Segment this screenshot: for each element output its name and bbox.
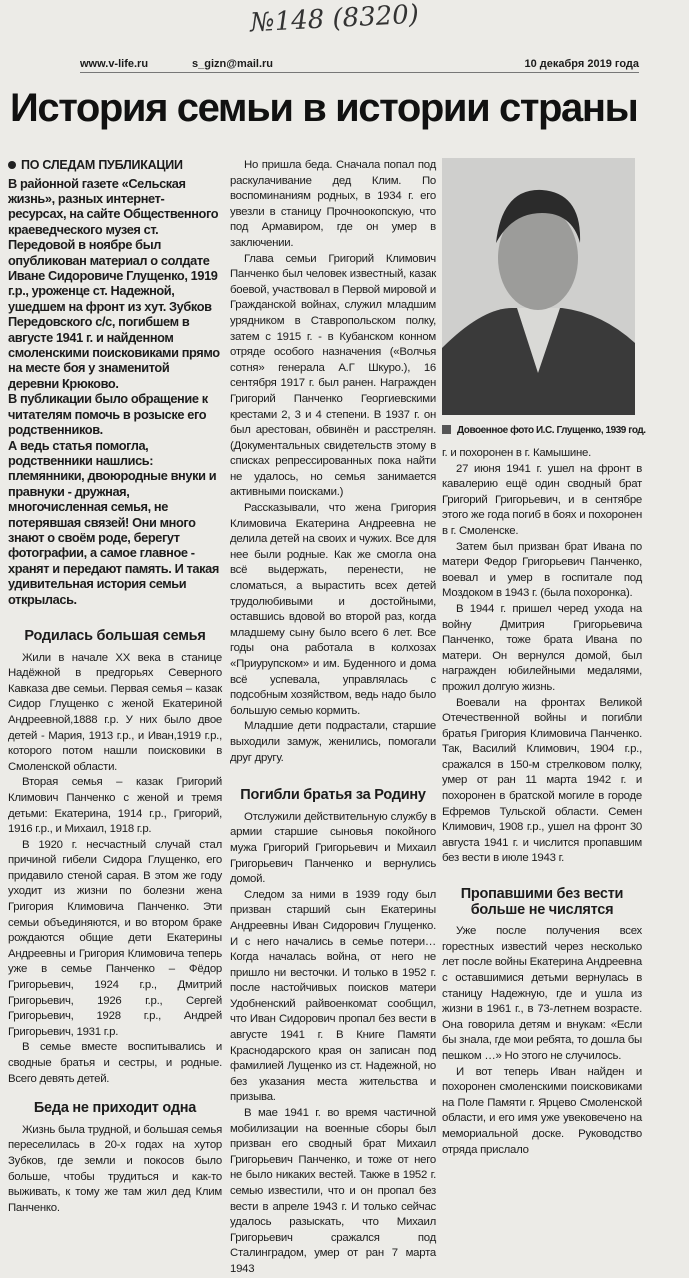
paragraph: Жизнь была трудной, и большая семья переселилась в 20-х годах на хутор Зубков, где земли и покосов было больше, чтобы трудиться и как-то выживать, к тому же там жил дед Клим Панченко.: [8, 1123, 222, 1214]
lead-paragraph: В публикации было обращение к читателям помочь в розыске его родственников.: [8, 391, 208, 438]
paragraph: Но пришла беда. Сначала попал под раскулачивание дед Клим. По воспоминаниям родных, в 1934 г. его увезли в станицу Прочноокопскую, что под Армавиром, где он умер в заключении.: [230, 159, 436, 249]
caption-text: Довоенное фото И.С. Глущенко, 1939 год.: [457, 425, 646, 436]
photo-caption: [442, 424, 680, 437]
paragraph: В мае 1941 г. во время частичной мобилизации на военные сборы был призван его сводный брат Михаил Григорьевич Панченко, и тоже от него не было никаких вестей. Также в 1952 г. семью известили, что и он пропал без вести в апреле 1943 г. И только сейчас удалось разыскать, что Михаил Григорьевич сражался под Сталинградом, умер от ран 7 марта 1943: [230, 1107, 436, 1275]
paragraph: Вторая семья – казак Григорий Климович Панченко с женой и тремя детьми: Екатерина, 1914 г.р., Григорий, 1916 г.р., и Михаил, 1918 г.р.: [8, 776, 222, 836]
paragraph: Младшие дети подрастали, старшие выходили замуж, женились, помогали друг другу.: [230, 720, 436, 764]
paragraph: Отслужили действительную службу в армии старшие сыновья покойного мужа Григорий Григорьевич и Михаил Григорьевич Панченко и вернулись домой.: [230, 810, 436, 886]
bullet-icon: [8, 161, 16, 169]
email-link[interactable]: s_gizn@mail.ru: [192, 58, 274, 70]
paragraph: Затем был призван брат Ивана по матери Федор Григорьевич Панченко, воевал и умер в госпитале под Моздоком в 1943 г. (была похоронка).: [442, 540, 642, 600]
paragraph: 27 июня 1941 г. ушел на фронт в кавалерию ещё один сводный брат Григорий Григорьевич, и в сентябре этого же года погиб в боях и похоронен в г. Смоленске.: [442, 462, 642, 537]
page-header: [80, 56, 639, 73]
article-lead: [8, 176, 222, 607]
section-heading: Погибли братья за Родину: [240, 787, 426, 804]
paragraph: Рассказывали, что жена Григория Климовича Екатерина Андреевна не делила детей на своих и чужих. Все для нее были родные. Как же смогла она всё выдержать, перенести, не сломаться, а вырастить всех детей трудолюбивыми и достойными, оставшись вдовой во второй раз, когда младшему сыну было всего 6 лет. Все годы она работала в колхозах «Приурупском» и им. Буденного и дома всё успевала, управлялась с подсобным хозяйством, ведь надо было большую семью кормить.: [230, 502, 436, 717]
paragraph: Следом за ними в 1939 году был призван старший сын Екатерины Андреевны Иван Сидорович Глущенко. И с него начались в семье потери… Когда началась война, от него не пришло ни весточки. И только в 1952 г. после настойчивых поисков матери Удобненский райвоенкомат сообщил, что Иван Сидорович пропал без вести в августе 1941 г. В Книге Памяти Краснодарского края он записан под фамилией Лущенко из ст. Надежной, но без указания места жительства и призыва.: [230, 888, 436, 1104]
paragraph: Воевали на фронтах Великой Отечественной войны и погибли братья Григория Климовича Панченко. Так, Василий Климович, 1904 г.р., сражался в 150-м стрелковом полку, умер от ран 11 марта 1942 г. и похоронен в братской могиле в городе Ефремов Тульской области. Семен Климович, 1908 г.р., ушел на фронт 30 августа 1941 г. и числится пропавшим без вести в июле 1943 г.: [442, 696, 642, 865]
column-1: [8, 158, 222, 1216]
rubric-label: ПО СЛЕДАМ ПУБЛИКАЦИИ: [21, 158, 183, 172]
section-heading: Родилась большая семья: [24, 627, 206, 644]
column-2: [230, 158, 436, 1278]
paragraph: В 1920 г. несчастный случай стал причиной гибели Сидора Глущенко, его придавило стеной сарая. В этом же году уходит из жизни по болезни жена Григория Климовича Панченко. Эти семьи объединяются, и во втором браке рождаются общие дети Екатерины Андреевны и Григория Климовича теперь уже в семье Панченко – Фёдор Григорьевич, 1924 г.р., Дмитрий Григорьевич, 1926 г.р., Сергей Григорьевич, 1928 г.р., Андрей Григорьевич, 1931 г.р.: [8, 838, 222, 1038]
handwritten-issue-number: №148 (8320): [249, 0, 420, 39]
caption-marker-icon: [442, 425, 451, 434]
paragraph: г. и похоронен в г. Камышине.: [442, 447, 591, 459]
paragraph: Уже после получения всех горестных известий через несколько лет после войны Екатерина Андреевна с оставшимися детьми вернулась в станицу Надежную, где и ушла из жизни в 1961 г., в 73-летнем возрасте. Она говорила детям и внукам: «Если бы знала, где мои ребята, то дошла бы пешком …» Но этого не случилось.: [442, 925, 642, 1062]
column-3: [442, 446, 642, 1158]
section-heading: Беда не приходит одна: [33, 1100, 197, 1117]
paragraph: Глава семьи Григорий Климович Панченко был человек известный, казак боевой, участвовал в Первой мировой и Гражданской войнах, служил младшим урядником в Ставропольском полку, затем с 1915 г. - в Кубанском конном отряде особого назначения («Волчья сотня» генерала А.Г Шкуро.), 16 сентября 1917 г. был ранен. Награжден Григорий Панченко Георгиевскими крестами 2, 3 и 4 степени. В 1937 г. он был арестован, обвинён и расстрелян. (Документальных свидетельств этому в списках репрессированных пока найти не удалось, но семья занимается активными поисками.): [230, 252, 436, 499]
paragraph: В семье вместе воспитывались и сводные братья и сестры, и родные. Всего девять детей.: [8, 1041, 222, 1085]
portrait-image: [442, 158, 635, 415]
rubric: [8, 158, 222, 174]
article-title: История семьи в истории страны: [10, 86, 638, 130]
issue-date: 10 декабря 2019 года: [524, 58, 639, 70]
portrait-photo: [442, 158, 635, 415]
website-link[interactable]: www.v-life.ru: [80, 58, 149, 70]
lead-paragraph: В районной газете «Сельская жизнь», разных интернет-ресурсах, на сайте Общественного краеведческого музея ст. Передовой в ноябре был опубликован материал о солдате Иване Сидоровиче Глущенко, 1919 г.р., уроженце ст. Надежной, ушедшем на фронт из хут. Зубков Передовского с/с, погибшем в августе 1941 г. и найденном смоленскими поисковиками прямо на месте боя у знаменитой деревни Крюково.: [8, 175, 220, 391]
paragraph: В 1944 г. пришел черед ухода на войну Дмитрия Григорьевича Панченко, тоже брата Ивана по матери. Он вернулся домой, был награжден юбилейными медалями, прожил долгую жизнь.: [442, 602, 642, 693]
lead-paragraph: А ведь статья помогла, родственники нашлись: племянники, двоюродные внуки и правнуки - дружная, многочисленная семья, не потерявшая связей! Они много знают о своём роде, берегут фотографии, а самое главное - хранят и передают память. И такая удивительная история семьи открылась.: [8, 437, 219, 607]
section-heading: Пропавшими без вести больше не числятся: [460, 886, 624, 918]
paragraph: Жили в начале XX века в станице Надёжной в предгорьях Северного Кавказа две семьи. Первая семья – казак Сидор Глущенко с женой Екатериной Андреевной,1888 г.р. У них было двое детей - Мария, 1913 г.р., и Иван,1919 г.р., которого потом нашли поисковики в Смоленской области.: [8, 651, 222, 773]
paragraph: И вот теперь Иван найден и похоронен смоленскими поисковиками на Поле Памяти г. Ярцево Смоленской области, и его имя уже увековечено на мемориальной доске. Руководство отряда прислало: [442, 1065, 642, 1156]
